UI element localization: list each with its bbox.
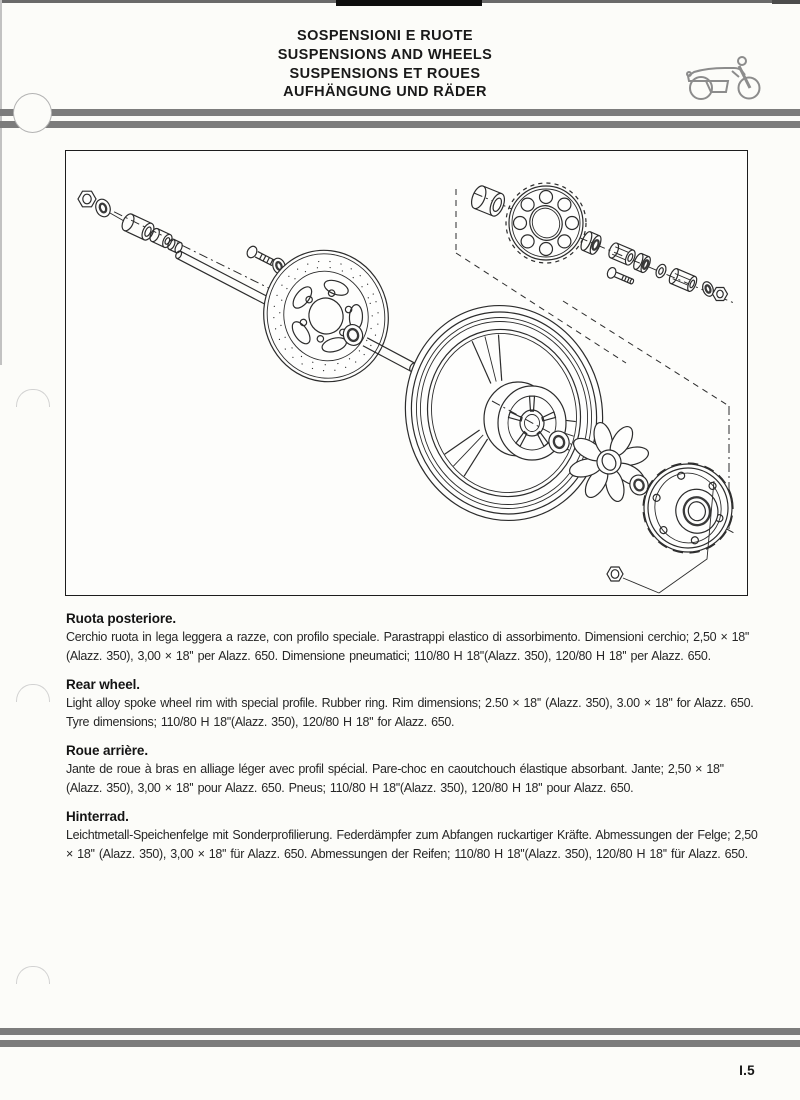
section-body-french: Jante de roue à bras en alliage léger avec profil spécial. Pare-choc en caoutchouch élastique absorbant. Jante; 2,50 × 18'' (Alazz. 350), 3,00 × 18'' pour Alazz. 650. Pneus; 110/80 H 18''(Alazz. 350), 120/80 H 18'' pour Alazz. 650. [66,762,724,795]
section-body-german: Leichtmetall-Speichenfelge mit Sonderprofilierung. Federdämpfer zum Abfangen ruckartiger Kräfte. Abmessungen der Felge; 2,50 × 18'' (Alazz. 350), 3,00 × 18'' für Alazz. 650. Abmessungen der Reifen; 110/80 H 18''(Alazz. 350), 120/80 H 18'' für Alazz. 650. [66,828,758,861]
binder-arc-1 [16,389,50,407]
footer-stripe-top [0,1028,800,1035]
section-english [66,677,764,731]
section-heading-french: Roue arrière. [66,743,148,758]
section-french [66,743,764,797]
section-body-english: Light alloy spoke wheel rim with special profile. Rubber ring. Rim dimensions; 2.50 × 18'' (Alazz. 350), 3.00 × 18'' for Alazz. 650. Tyre dimensions; 110/80 H 18''(Alazz. 350), 120/80 H 18'' for Alazz. 650. [66,696,754,729]
title-line-german: AUFHÄNGUNG UND RÄDER [283,84,487,101]
section-italian [66,611,764,665]
section-heading-english: Rear wheel. [66,677,140,692]
page-title [70,27,700,102]
footer-stripe-bottom [0,1040,800,1047]
section-body-italian: Cerchio ruota in lega leggera a razze, con profilo speciale. Parastrappi elastico di assorbimento. Dimensioni cerchio; 2,50 × 18'' (Alazz. 350), 3,00 × 18'' per Alazz. 650. Dimensione pneumatici; 110/80 H 18''(Alazz. 350), 120/80 H 18'' per Alazz. 650. [66,630,750,663]
title-line-english: SUSPENSIONS AND WHEELS [277,46,493,63]
scan-top-right-mark [772,0,800,4]
section-heading-italian: Ruota posteriore. [66,611,177,626]
header-stripe-bottom [0,121,800,128]
motorcycle-icon [682,50,768,104]
scan-top-black-mark [336,0,482,6]
scan-left-edge [0,0,2,365]
binder-arc-2 [16,684,50,702]
header-stripe-top [0,109,800,116]
title-line-french: SUSPENSIONS ET ROUES [289,65,481,82]
page-number: I.5 [739,1063,755,1078]
figure-exploded-rear-wheel [65,150,748,596]
title-line-italian: SOSPENSIONI E RUOTE [297,28,473,44]
exploded-diagram [66,151,747,595]
section-heading-german: Hinterrad. [66,809,129,824]
binder-punch-hole [13,93,52,133]
binder-arc-3 [16,966,50,984]
description-sections [66,611,764,875]
section-german [66,809,764,863]
